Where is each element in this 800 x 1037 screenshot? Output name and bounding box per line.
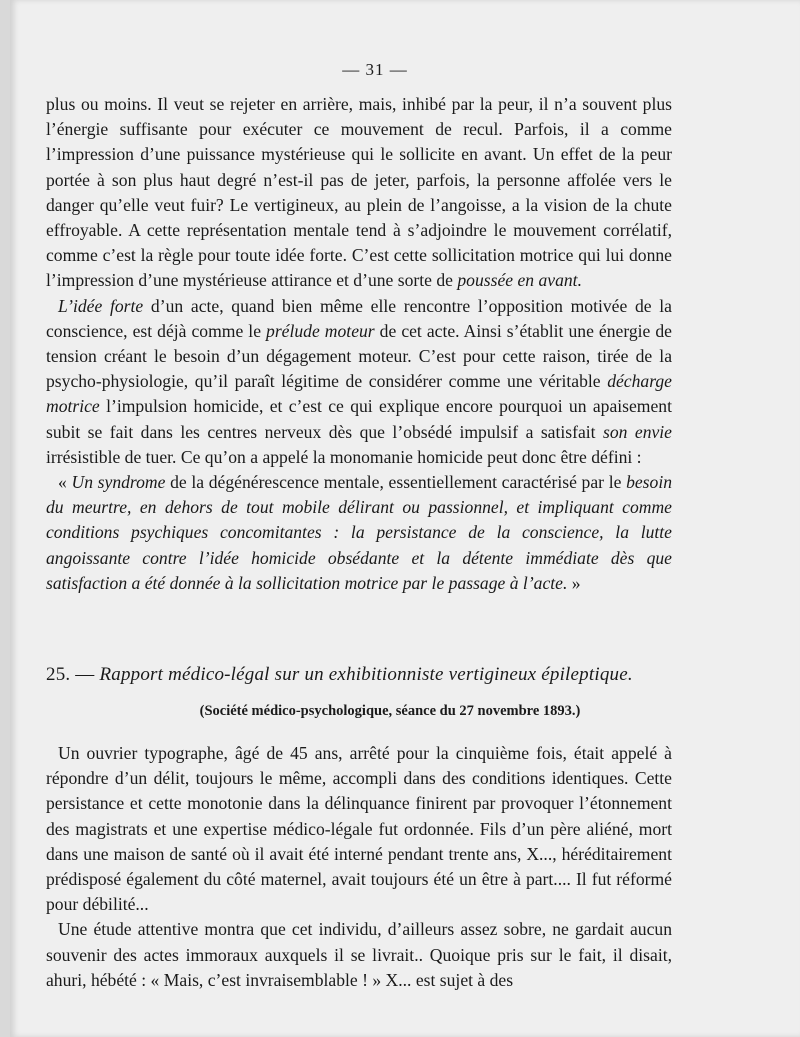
section-heading (46, 664, 672, 686)
paragraph: Une étude attentive montra que cet individu, d’ailleurs assez sobre, ne gardait aucun souvenir des actes immoraux auxquels il se livrait.. Quoique pris sur le fait, il disait, ahuri, hébété : « Mais, c’est invraisemblable ! » X... est sujet à des (46, 919, 672, 990)
paragraph-text: l’impulsion homicide, et c’est ce qui explique encore pourquoi un apaisement subit se fait dans les centres nerveux dès que l’obsédé impulsif a satisfait (46, 396, 672, 442)
paragraph-text: plus ou moins. Il veut se rejeter en arrière, mais, inhibé par la peur, il n’a souvent plus l’énergie suffisante pour exécuter ce mouvement de recul. Parfois, il a comme l’impression d’une puissance mystérieuse qui le sollicite en avant. Un effet de la peur portée à son plus haut degré n’est-il pas de jeter, parfois, la personne affolée vers le danger qu’elle veut fuir? Le vertigineux, au plein de l’angoisse, a la vision de la chute effroyable. A cette représentation mentale tend à s’adjoindre le mouvement corrélatif, comme c’est la règle pour toute idée forte. C’est cette sollicitation motrice qui lui donne l’impression d’une mystérieuse attirance et d’une sorte de (46, 94, 672, 291)
emphasis: Un syndrome (71, 472, 166, 493)
emphasis: son envie (603, 421, 672, 442)
book-page (10, 0, 800, 1037)
emphasis: besoin du meurtre, en dehors de tout mobile délirant ou passionnel, et impliquant comme conditions psychiques concomitantes : la persistance de la conscience, la lutte angoissante contre l’idée homicide obsédante et la détente immédiate dès que satisfaction a été donnée à la sollicitation motrice par le passage à l’acte. (46, 472, 673, 593)
section-title: Rapport médico-légal sur un exhibitionniste vertigineux épileptique. (99, 664, 633, 685)
paragraph-text: irrésistible de tuer. Ce qu’on a appelé la monomanie homicide peut donc être défini : (46, 446, 642, 467)
section-2-text (46, 741, 672, 993)
quote-mark: « (58, 472, 72, 493)
emphasis: L’idée forte (58, 295, 144, 316)
page-number: — 31 — (342, 60, 408, 79)
paragraph-text: d’un acte, quand bien même elle rencontre l’opposition motivée de la conscience, est déjà comme le (46, 295, 672, 341)
paragraph-text: de cet acte. Ainsi s’établit une énergie de tension créant le besoin d’un dégagement moteur. C’est pour cette raison, tirée de la psycho-physiologie, qu’il paraît légitime de considérer comme une véritable (46, 320, 672, 392)
emphasis: décharge motrice (46, 371, 672, 417)
section-1-text (46, 92, 672, 596)
section-number: 25. — (46, 664, 95, 685)
paragraph-text: de la dégénérescence mentale, essentiellement caractérisé par le (165, 472, 627, 493)
paragraph (46, 92, 672, 294)
emphasis: poussée en avant. (457, 270, 582, 291)
paragraph (46, 294, 672, 470)
paragraph: Un ouvrier typographe, âgé de 45 ans, arrêté pour la cinquième fois, était appelé à répondre d’un délit, toujours le même, accompli dans des conditions identiques. Cette persistance et cette monotonie dans la délinquance finirent par provoquer l’étonnement des magistrats et une expertise médico-légale fut ordonnée. Fils d’un père aliéné, mort dans une maison de santé où il avait été interné pendant trente ans, X..., héréditairement prédisposé également du côté maternel, avait toujours été un être à part.... Il fut réformé pour débilité... (46, 743, 672, 915)
section-source: (Société médico-psychologique, séance du 27 novembre 1893.) (199, 703, 581, 719)
emphasis: prélude moteur (266, 320, 375, 341)
quote-mark: » (567, 572, 581, 593)
definition-quote (46, 470, 672, 596)
